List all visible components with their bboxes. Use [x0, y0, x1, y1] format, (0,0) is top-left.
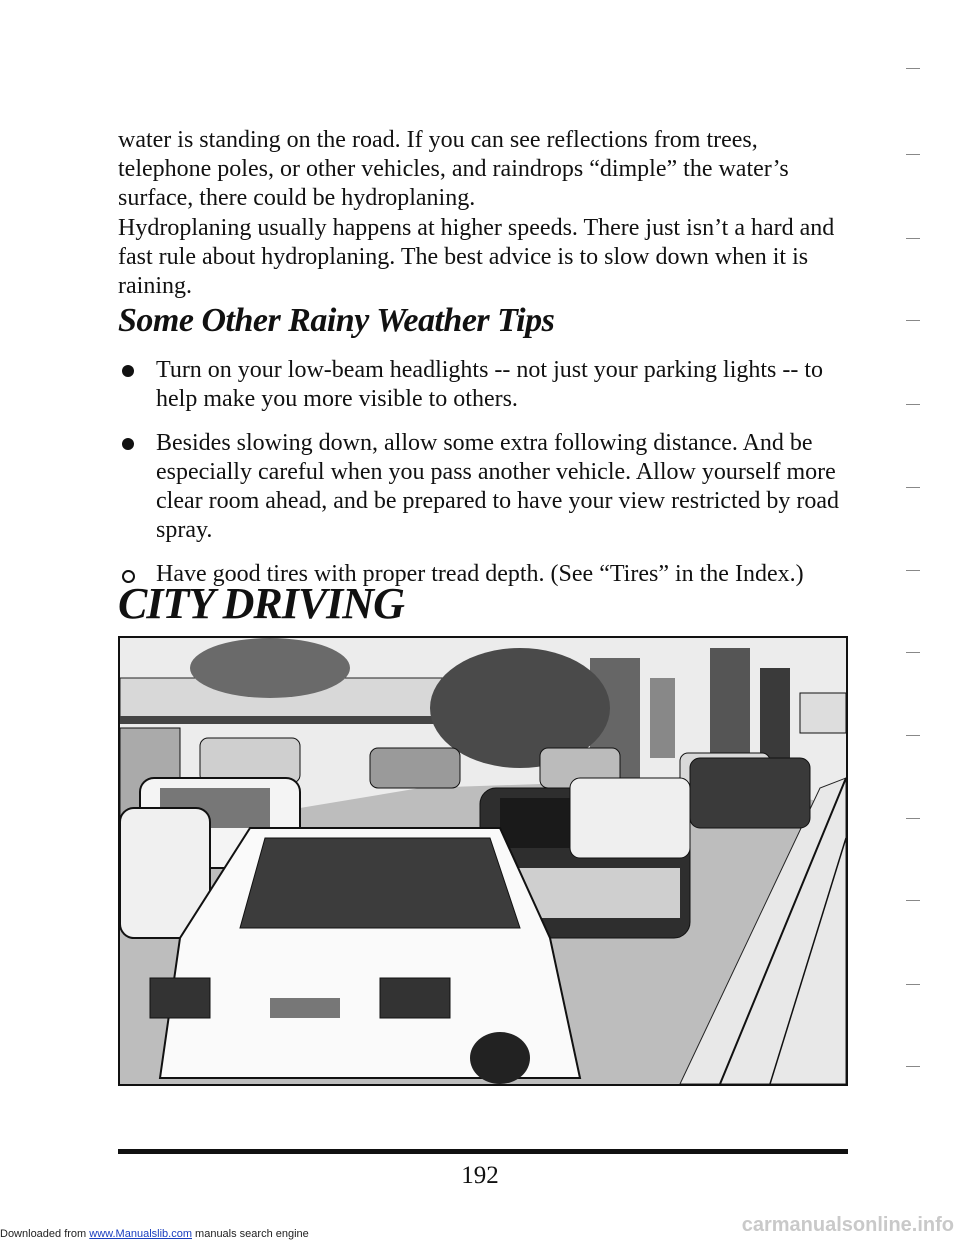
margin-tick — [906, 1066, 920, 1067]
credit-suffix: manuals search engine — [191, 1228, 309, 1240]
margin-tick — [906, 320, 920, 321]
tip-text: Besides slowing down, allow some extra following distance. And be especially careful when you pass another vehicle. Allow yourself more clear room ahead, and be prepared to have your view restricted by road spray. — [156, 430, 840, 543]
margin-tick — [906, 818, 920, 819]
margin-tick — [906, 984, 920, 985]
paragraph-hydroplaning-signs: water is standing on the road. If you can see reflections from trees, telephone poles, or other vehicles, and raindrops “dimple” the water’s surface, there could be hydroplaning. — [118, 127, 789, 211]
traffic-drawing — [120, 638, 846, 1084]
section-title: CITY DRIVING — [118, 579, 404, 628]
tips-list — [118, 356, 848, 604]
bullet-icon — [122, 438, 134, 450]
tip-text: Turn on your low-beam headlights -- not just your parking lights -- to help make you more visible to others. — [156, 357, 824, 412]
paragraph-hydroplaning-speed: Hydroplaning usually happens at higher speeds. There just isn’t a hard and fast rule about hydroplaning. The best advice is to slow down when it is raining. — [118, 215, 835, 299]
download-credit — [0, 1228, 309, 1240]
city-traffic-illustration — [118, 636, 848, 1086]
manualslib-link[interactable]: www.Manualslib.com — [89, 1228, 192, 1240]
margin-tick — [906, 735, 920, 736]
list-item — [118, 356, 848, 414]
margin-tick — [906, 570, 920, 571]
tip-text: Have good tires with proper tread depth. (See “Tires” in the Index.) — [156, 561, 804, 587]
margin-tick — [906, 404, 920, 405]
footer-rule — [118, 1149, 848, 1154]
margin-tick — [906, 238, 920, 239]
credit-prefix: Downloaded from — [0, 1228, 90, 1240]
margin-tick — [906, 68, 920, 69]
bullet-icon — [122, 365, 134, 377]
margin-tick — [906, 154, 920, 155]
watermark: carmanualsonline.info — [741, 1214, 954, 1236]
list-item — [118, 429, 848, 545]
tips-heading: Some Other Rainy Weather Tips — [118, 302, 555, 339]
margin-tick — [906, 900, 920, 901]
margin-tick — [906, 652, 920, 653]
page-number: 192 — [461, 1162, 499, 1189]
margin-tick — [906, 487, 920, 488]
